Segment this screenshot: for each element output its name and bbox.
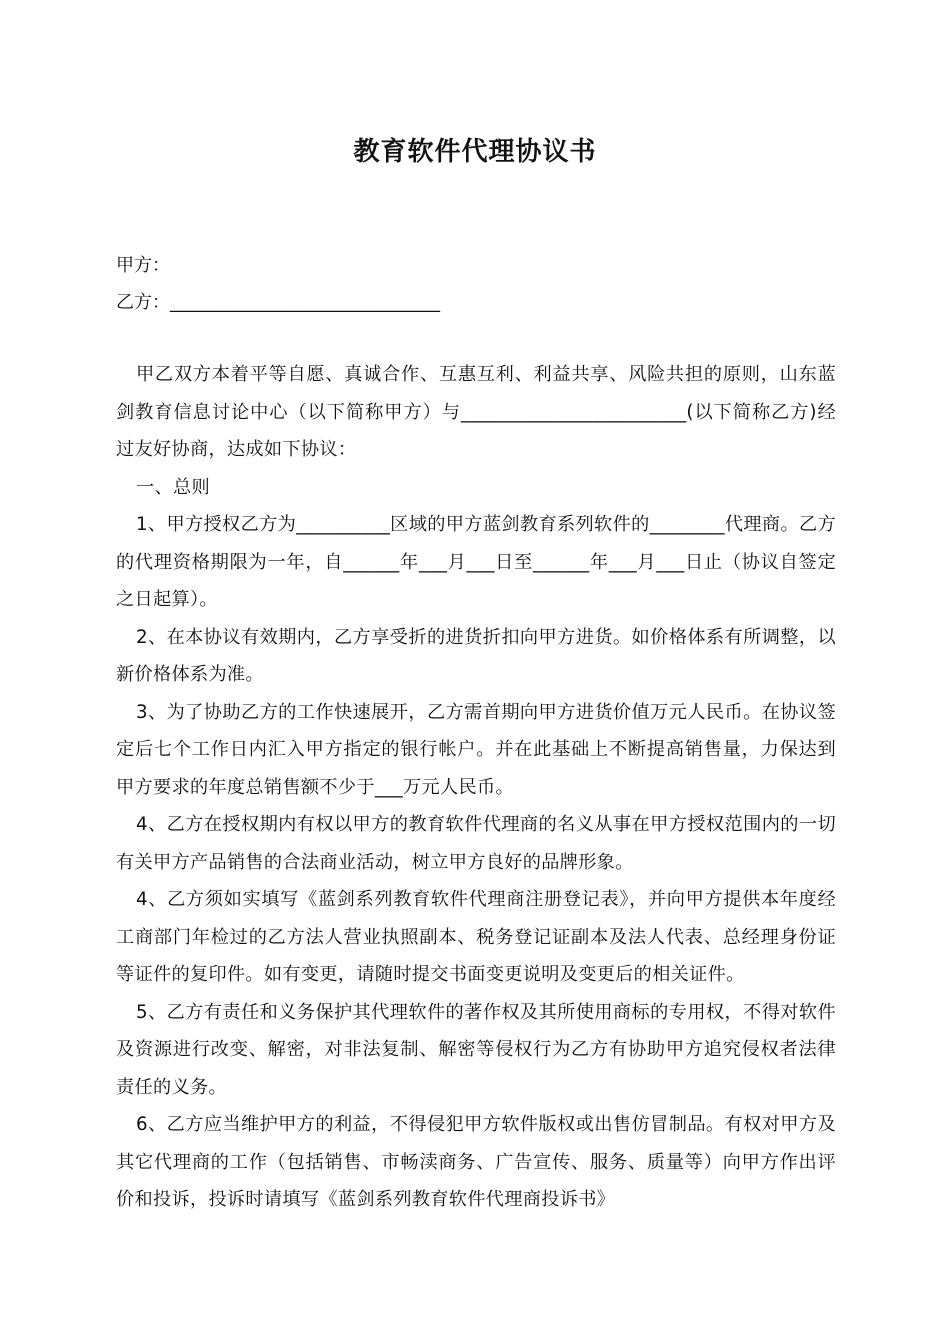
clause-4a: 4、乙方在授权期内有权以甲方的教育软件代理商的名义从事在甲方授权范围内的一切有关甲方产品销售的合法商业活动，树立甲方良好的品牌形象。 xyxy=(116,814,836,873)
parties-block xyxy=(116,247,836,321)
clause-5: 5、乙方有责任和义务保护其代理软件的著作权及其所使用商标的专用权，不得对软件及资源进行改变、解密，对非法复制、解密等侵权行为乙方有协助甲方追究侵权者法律责任的义务。 xyxy=(116,1001,836,1098)
party-a-label: 甲方： xyxy=(116,255,170,276)
clause-6: 6、乙方应当维护甲方的利益，不得侵犯甲方软件版权或出售仿冒制品。有权对甲方及其它代理商的工作（包括销售、市畅渎商务、广告宣传、服务、质量等）向甲方作出评价和投诉，投诉时请填写《蓝剑系列教育软件代理商投诉书》 xyxy=(116,1114,836,1210)
clause-1: 1、甲方授权乙方为__________区域的甲方蓝剑教育系列软件的________代理商。乙方的代理资格期限为一年，自______年___月___日至______年___月___日止（协议自签定之日起算）。 xyxy=(116,514,836,610)
document-title: 教育软件代理协议书 xyxy=(353,137,597,167)
party-b-blank: ______________________________ xyxy=(170,292,440,313)
party-a-line xyxy=(116,247,836,284)
clause-4b: 4、乙方须如实填写《蓝剑系列教育软件代理商注册登记表》，并向甲方提供本年度经工商部门年检过的乙方法人营业执照副本、税务登记证副本及法人代表、总经理身份证等证件的复印件。如有变更，请随时提交书面变更说明及变更后的相关证件。 xyxy=(116,889,836,985)
section-heading-general: 一、总则 xyxy=(136,476,210,498)
party-b-line xyxy=(116,284,836,321)
intro-paragraph: 甲乙双方本着平等自愿、真诚合作、互惠互利、利益共享、风险共担的原则，山东蓝剑教育信息讨论中心（以下简称甲方）与________________________(以下简称乙方)经过友好协商，达成如下协议： xyxy=(116,364,836,460)
clause-2: 2、在本协议有效期内，乙方享受折的进货折扣向甲方进货。如价格体系有所调整，以新价格体系为准。 xyxy=(116,626,836,685)
party-b-label: 乙方： xyxy=(116,292,170,313)
clause-3: 3、为了协助乙方的工作快速展开，乙方需首期向甲方进货价值万元人民币。在协议签定后七个工作日内汇入甲方指定的银行帐户。并在此基础上不断提高销售量，力保达到甲方要求的年度总销售额不少于___万元人民币。 xyxy=(116,701,836,798)
agreement-body xyxy=(116,356,836,1219)
